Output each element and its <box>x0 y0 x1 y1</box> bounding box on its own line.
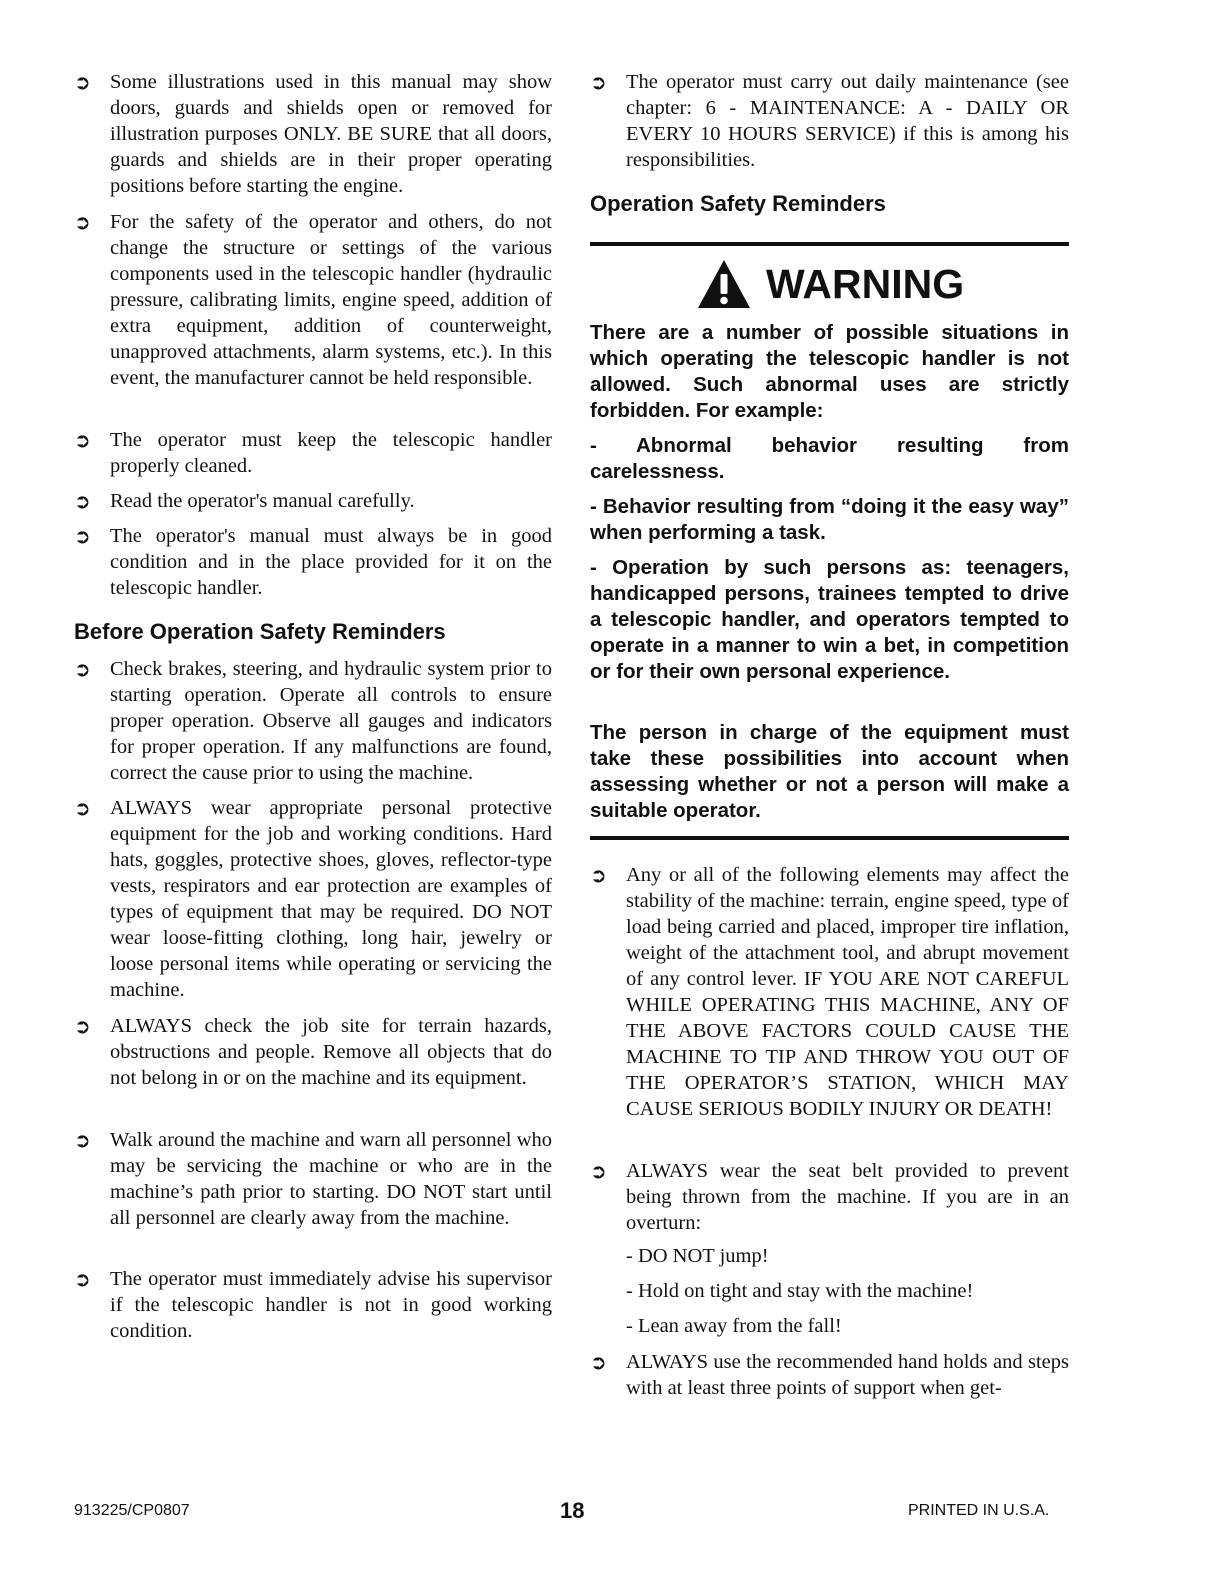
bullet-item <box>74 1266 552 1344</box>
bullet-text: Walk around the machine and warn all personnel who may be servicing the machine or who are in the machine’s path prior to starting. DO NOT start until all personnel are clearly away from the machine. <box>110 1129 552 1229</box>
bullet-item <box>590 1349 1069 1401</box>
bullet-item <box>74 209 552 391</box>
warning-top-rule <box>590 242 1069 246</box>
bullet-text: ALWAYS check the job site for terrain hazards, obstructions and people. Remove all objects that do not belong in or on the machine and its equipment. <box>110 1015 552 1089</box>
bullet-item <box>74 488 552 514</box>
warning-paragraph: There are a number of possible situations in which operating the telescopic handler is not allowed. Such abnormal uses are strictly forbidden. For example: <box>590 321 1069 422</box>
section-heading: Operation Safety Reminders <box>590 191 886 216</box>
arrow-right-icon: ➲ <box>74 524 91 548</box>
bullet-item <box>74 523 552 601</box>
bullet-text: The operator must immediately advise his supervisor if the telescopic handler is not in good working condition. <box>110 1268 552 1342</box>
bullet-text: Check brakes, steering, and hydraulic system prior to starting operation. Operate all controls to ensure proper operation. Observe all gauges and indicators for proper operation. If any malfunctions are found, correct the cause prior to using the machine. <box>110 658 552 784</box>
arrow-right-icon: ➲ <box>590 863 607 887</box>
arrow-right-icon: ➲ <box>74 1014 91 1038</box>
bullet-text: For the safety of the operator and others, do not change the structure or settings of the various components used in the telescopic handler (hydraulic pressure, calibrating limits, engine speed, addition of extra equipment, addition of counterweight, unapproved attachments, alarm systems, etc.). In this event, the manufacturer cannot be held responsible. <box>110 211 552 389</box>
arrow-right-icon: ➲ <box>74 1267 91 1291</box>
warning-title <box>696 254 964 314</box>
footer-doc-number: 913225/CP0807 <box>74 1502 190 1519</box>
arrow-right-icon: ➲ <box>590 1350 607 1374</box>
arrow-right-icon: ➲ <box>74 657 91 681</box>
overturn-step: - DO NOT jump! <box>626 1245 769 1267</box>
warning-paragraph: - Abnormal behavior resulting from carelessness. <box>590 434 1069 483</box>
arrow-right-icon: ➲ <box>74 210 91 234</box>
overturn-step: - Hold on tight and stay with the machine! <box>626 1280 974 1302</box>
arrow-right-icon: ➲ <box>74 70 91 94</box>
warning-paragraph: The person in charge of the equipment must take these possibilities into account when assessing whether or not a person will make a suitable operator. <box>590 721 1069 822</box>
bullet-item <box>74 1013 552 1091</box>
overturn-step: - Lean away from the fall! <box>626 1315 842 1337</box>
bullet-text: ALWAYS use the recommended hand holds and steps with at least three points of support when get- <box>626 1351 1069 1399</box>
bullet-text: The operator must carry out daily maintenance (see chapter: 6 - MAINTENANCE: A - DAILY OR EVERY 10 HOURS SERVICE) if this is among his responsibilities. <box>626 71 1069 171</box>
arrow-right-icon: ➲ <box>74 1128 91 1152</box>
footer-page-number: 18 <box>560 1498 585 1523</box>
section-heading: Before Operation Safety Reminders <box>74 619 446 644</box>
bullet-text: Some illustrations used in this manual may show doors, guards and shields open or removed for illustration purposes ONLY. BE SURE that all doors, guards and shields are in their proper operating positions before starting the engine. <box>110 71 552 197</box>
bullet-text: ALWAYS wear appropriate personal protective equipment for the job and working conditions. Hard hats, goggles, protective shoes, gloves, reflector-type vests, respirators and ear protection are examples of types of equipment that may be required. DO NOT wear loose-fitting clothing, long hair, jewelry or loose personal items while operating or servicing the machine. <box>110 797 552 1001</box>
bullet-item <box>590 862 1069 1122</box>
arrow-right-icon: ➲ <box>590 1159 607 1183</box>
bullet-item <box>74 1127 552 1231</box>
arrow-right-icon: ➲ <box>74 489 91 513</box>
bullet-text: Read the operator's manual carefully. <box>110 490 415 512</box>
warning-word: WARNING <box>766 261 965 307</box>
bullet-item <box>590 1158 1069 1236</box>
arrow-right-icon: ➲ <box>74 428 91 452</box>
bullet-item <box>74 656 552 786</box>
warning-paragraph: - Operation by such persons as: teenagers, handicapped persons, trainees tempted to drive a telescopic handler, and operators tempted to operate in a manner to win a bet, in competition or for their own personal experience. <box>590 556 1069 683</box>
arrow-right-icon: ➲ <box>590 70 607 94</box>
bullet-item <box>74 69 552 199</box>
warning-bottom-rule <box>590 836 1069 840</box>
bullet-text: Any or all of the following elements may affect the stability of the machine: terrain, engine speed, type of load being carried and placed, improper tire inflation, weight of the attachment tool, and abrupt movement of any control lever. IF YOU ARE NOT CAREFUL WHILE OPERATING THIS MACHINE, ANY OF THE ABOVE FACTORS COULD CAUSE THE MACHINE TO TIP AND THROW YOU OUT OF THE OPERATOR’S STATION, WHICH MAY CAUSE SERIOUS BODILY INJURY OR DEATH! <box>626 864 1069 1120</box>
bullet-text: ALWAYS wear the seat belt provided to prevent being thrown from the machine. If you are in an overturn: <box>626 1160 1069 1234</box>
warning-paragraph: - Behavior resulting from “doing it the easy way” when performing a task. <box>590 495 1069 544</box>
footer-printed: PRINTED IN U.S.A. <box>908 1502 1050 1519</box>
warning-triangle-icon <box>696 258 752 310</box>
bullet-text: The operator's manual must always be in good condition and in the place provided for it on the telescopic handler. <box>110 525 552 599</box>
bullet-item <box>590 69 1069 173</box>
arrow-right-icon: ➲ <box>74 796 91 820</box>
bullet-item <box>74 427 552 479</box>
bullet-text: The operator must keep the telescopic handler properly cleaned. <box>110 429 552 477</box>
bullet-item <box>74 795 552 1003</box>
